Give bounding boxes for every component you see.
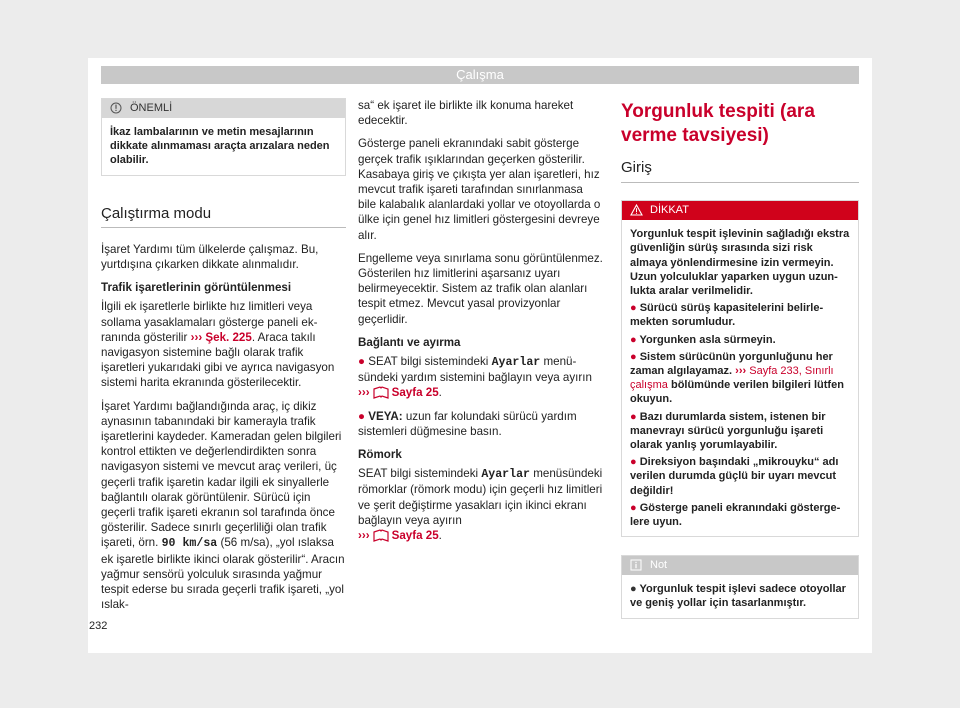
note-box	[621, 555, 859, 618]
list-item: ● Sistem sürücünün yorgunluğunu her zaman algılayamaz. ››› Sayfa 233, Sınırlı çalışma bölümünde verilen bilgileri lütfen okuyun.	[630, 350, 844, 406]
page-header: Çalışma	[101, 66, 859, 84]
caution-box-header	[622, 201, 858, 220]
section-title: Giriş	[621, 160, 859, 183]
section-title: Çalıştırma modu	[101, 206, 346, 228]
important-box-heading: ÖNEMLİ	[130, 102, 173, 114]
paragraph: Gösterge paneli ekranındaki sabit gösterge gerçek trafik ışıklarından geçerken gösterilir. Kasabaya giriş ve çıkışta yer alan işaretleri, hız mevcut trafik işareti tarafından sınırlanmasa bile kalabalık alanlardaki yollar ve otoyollarda o ülke için genel hız limitleri göstergesini devreye alır.	[358, 137, 601, 242]
paragraph: İşaret Yardımı bağlandığında araç, iç dikiz aynasının tabanındaki bir kamerayla trafik işaretlerini kaydeder. Kameradan gelen bilgileri kontrol ettikten ve değerlendirdikten sonra navigasyon sistemi ve mevcut araç verileri, üç geçerli trafik işaretin kadar ilgili ek sinyallerle bağlantılı olarak görüntülenir. Sürücü için geçerli trafik işareti ekranın sol tarafında önce gösterilir. Sadece sınırlı geçerliliği olan trafik işareti, örn. 90 km/sa (56 m/sa), „yol ıslaksa ek işaretle birlikte ikinci olarak gösterilir“. Aracın yağmur sensörü yolculuk sırasında yağmur tespit ederse bu sırada geçerli trafik işareti, „yol ıslak-	[101, 399, 345, 612]
page-number: 232	[89, 620, 108, 632]
note-box-header	[622, 556, 858, 575]
bullet-item: ● SEAT bilgi sistemindeki Ayarlar menüsündeki yardım sistemini bağlayın veya ayırın ››› Sayfa 25.	[358, 355, 592, 400]
figure-link[interactable]: ››› Şek. 225	[190, 330, 252, 344]
paragraph: İlgili ek işaretlerle birlikte hız limitleri veya sollama yasaklamaları gösterge paneli ekranında gösterilir ››› Şek. 225. Araca takılı navigasyon sistemine bağlı olarak trafik işaretleri yukarıdaki gibi ve ayrıca navigasyon sistemi harita ekranında gösterilecektir.	[101, 300, 335, 390]
column-1	[101, 98, 346, 620]
speed-value: 90 km/sa	[161, 537, 218, 551]
subheading: Römork	[358, 448, 402, 462]
note-icon	[630, 559, 642, 571]
important-box	[101, 98, 346, 176]
list-item: ● Direksiyon başındaki „mikrouyku“ adı verilen durumda güçlü bir uyarı mevcut değildir!	[630, 456, 839, 497]
note-box-heading: Not	[650, 559, 668, 572]
list-item: ● Yorgunluk tespit işlevi sadece otoyollar ve geniş yollar için tasarlanmıştır.	[630, 583, 846, 610]
paragraph: İşaret Yardımı tüm ülkelerde çalışmaz. Bu, yurtdışına çıkarken dikkate alınmalıdır.	[101, 242, 319, 272]
important-box-text: İkaz lambalarının ve metin mesajlarının dikkate alınmaması araçta arızalara neden olabilir.	[110, 126, 330, 167]
bullet-item: ● VEYA: uzun far kolundaki sürücü yardım sistemleri düğmesine basın.	[358, 409, 577, 438]
list-item: ● Yorgunken asla sürmeyin.	[630, 333, 776, 346]
page-link[interactable]: Sayfa 25	[391, 386, 439, 400]
paragraph: Engelleme veya sınırlama sonu görüntülenmez. Gösterilen hız limitlerini aşarsanız uyarı belirmeyecektir. Sistem az trafik olan alanları tespit etmez. Mevcut yasal provizyonlar geçerlidir.	[358, 251, 603, 326]
caution-box	[621, 200, 859, 537]
list-item: ● Sürücü sürüş kapasitelerini belirlemekten sorumludur.	[630, 302, 824, 329]
subheading: Trafik işaretlerinin görüntülenmesi	[101, 281, 292, 295]
book-icon	[373, 529, 389, 542]
list-item: ● Bazı durumlarda sistem, istenen bir manevrayı sürücü yorgunluğu işareti olarak yanlış yorumlayabilir.	[630, 410, 826, 452]
paragraph: sa“ ek işaret ile birlikte ilk konuma hareket edecektir.	[358, 99, 574, 128]
menu-name: Ayarlar	[481, 468, 531, 482]
important-box-header	[102, 99, 345, 118]
warning-triangle-icon	[630, 204, 643, 216]
caution-box-body: Yorgunluk tespit işlevinin sağladığı ekstra güvenliğin sürüş sırasında sizi risk almaya yönlendirmesine izin vermeyin. Uzun yolculuklar yaparken uygun uzunlukta aralar verilmelidir. ● Sürücü sürüş kapasitelerini belirlemekten sorumludur. ● Yorgunken asla sürmeyin. ● Sistem sürücünün yorgunluğunu her zaman algılayamaz. ››› Sayfa 233, Sınırlı çalışma bölümünde verilen bilgileri lütfen okuyun. ● Bazı durumlarda sistem, istenen bir manevrayı sürücü yorgunluğu işareti olarak yanlış yorumlayabilir. ● Direksiyon başındaki „mikrouyku“ adı verilen durumda güçlü bir uyarı mevcut değildir! ● Gösterge paneli ekranındaki göstergelere uyun.	[630, 228, 850, 529]
page-link[interactable]: Sayfa 25	[391, 529, 439, 543]
menu-name: Ayarlar	[491, 356, 541, 370]
paragraph: SEAT bilgi sistemindeki Ayarlar menüsündeki römorklar (römork modu) için geçerli hız limitleri ve şerit değiştirme yasakları için ikinci ekranı bağlayın veya ayırın ››› Sayfa 25.	[358, 467, 603, 543]
note-box-body	[622, 575, 858, 617]
page-link[interactable]: Sayfa 233, Sınırlı çalışma	[630, 365, 834, 392]
list-item: ● Gösterge paneli ekranındaki göstergelere uyun.	[630, 501, 841, 529]
chapter-title: Yorgunluk tespiti (ara verme tavsiyesi)	[621, 101, 815, 146]
column-2	[358, 98, 603, 551]
book-icon	[373, 386, 389, 399]
caution-box-heading: DİKKAT	[650, 204, 689, 217]
column-3	[621, 98, 859, 619]
subheading: Bağlantı ve ayırma	[358, 335, 461, 349]
info-circle-icon	[110, 102, 122, 114]
